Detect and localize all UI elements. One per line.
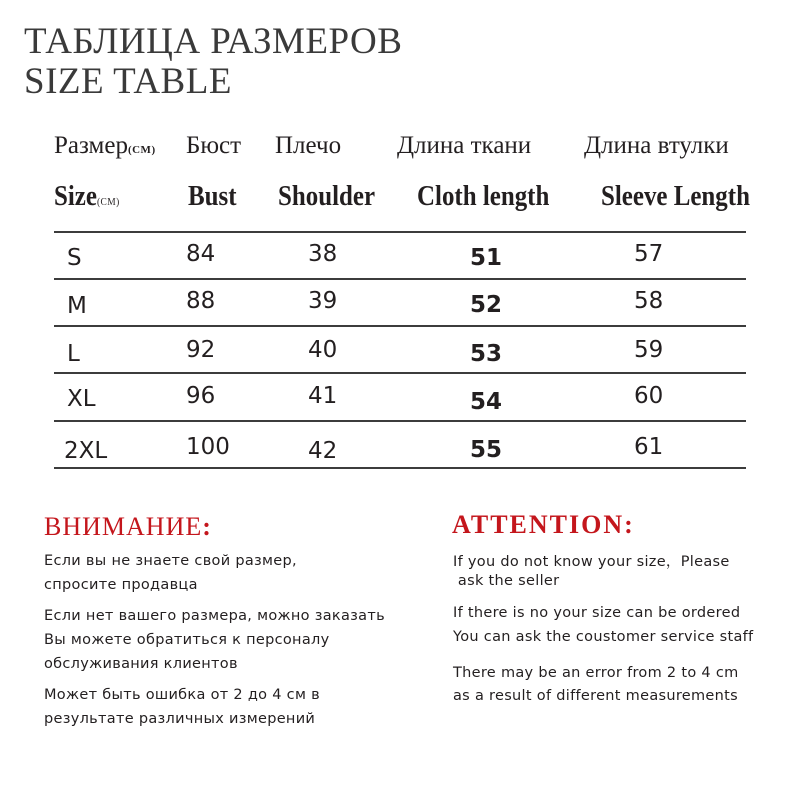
page-title-ru: ТАБЛИЦА РАЗМЕРОВ [24,21,403,62]
header-size-ru-unit: (CM) [127,144,156,156]
cell-shoulder: 38 [308,241,338,267]
cell-shoulder: 39 [308,288,338,314]
note-en-line: If you do not know your size，Please [453,554,730,570]
cell-sleeve-length: 57 [634,241,664,267]
attention-heading-ru-text: ВНИМАНИЕ [44,512,203,541]
table-rule [54,420,746,422]
note-en-line: You can ask the coustomer service staff [453,629,754,645]
note-ru-line: Если нет вашего размера, можно заказать [44,608,385,624]
cell-cloth-length: 52 [470,292,503,318]
cell-size: XL [67,386,96,412]
header-bust-en: Bust [188,180,237,212]
note-ru-line: спросите продавца [44,577,198,593]
cell-cloth-length: 54 [470,389,503,415]
note-ru-line: результате различных измерений [44,711,316,727]
attention-heading-ru [44,512,212,542]
cell-bust: 88 [186,288,216,314]
page-title-en: SIZE TABLE [24,61,232,102]
cell-size: L [67,341,80,367]
header-size-en-unit: (CM) [96,196,120,208]
header-size-ru [54,132,156,160]
note-en-line: as a result of different measurements [453,688,738,704]
cell-sleeve-length: 59 [634,337,664,363]
cell-sleeve-length: 58 [634,288,664,314]
header-cloth-length-en: Cloth length [417,180,550,212]
cell-sleeve-length: 60 [634,383,664,409]
cell-bust: 96 [186,383,216,409]
header-sleeve-length-en: Sleeve Length [601,180,750,212]
header-shoulder-ru: Плечо [275,132,342,159]
header-size-ru-label: Размер [54,132,128,159]
note-ru-line: Вы можете обратиться к персоналу [44,632,330,648]
note-ru-line: Может быть ошибка от 2 до 4 см в [44,687,320,703]
cell-size: 2XL [64,438,108,464]
cell-cloth-length: 51 [470,245,503,271]
cell-bust: 84 [186,241,216,267]
table-rule-bottom [54,467,746,469]
cell-cloth-length: 55 [470,437,503,463]
note-en-line: If there is no your size can be ordered [453,605,741,621]
note-en-line: There may be an error from 2 to 4 cm [453,665,739,681]
cell-bust: 100 [186,434,230,460]
cell-size: S [67,245,82,271]
note-ru-line: обслуживания клиентов [44,656,238,672]
cell-sleeve-length: 61 [634,434,664,460]
note-en-line: ask the seller [453,573,560,589]
header-bust-ru: Бюст [186,132,242,159]
header-sleeve-length-ru: Длина втулки [584,132,729,159]
cell-shoulder: 42 [308,438,338,464]
table-rule [54,372,746,374]
attention-heading-ru-colon: : [202,512,212,541]
attention-heading-en: ATTENTION: [452,510,635,539]
cell-bust: 92 [186,337,216,363]
cell-shoulder: 41 [308,383,338,409]
table-rule [54,278,746,280]
header-size-en-label: Size [54,180,97,212]
cell-cloth-length: 53 [470,341,503,367]
header-size-en [54,180,120,213]
table-rule-top [54,231,746,233]
header-cloth-length-ru: Длина ткани [397,132,532,159]
header-shoulder-en: Shoulder [278,180,376,212]
cell-shoulder: 40 [308,337,338,363]
cell-size: M [67,293,87,319]
note-ru-line: Если вы не знаете свой размер, [44,553,297,569]
table-rule [54,325,746,327]
